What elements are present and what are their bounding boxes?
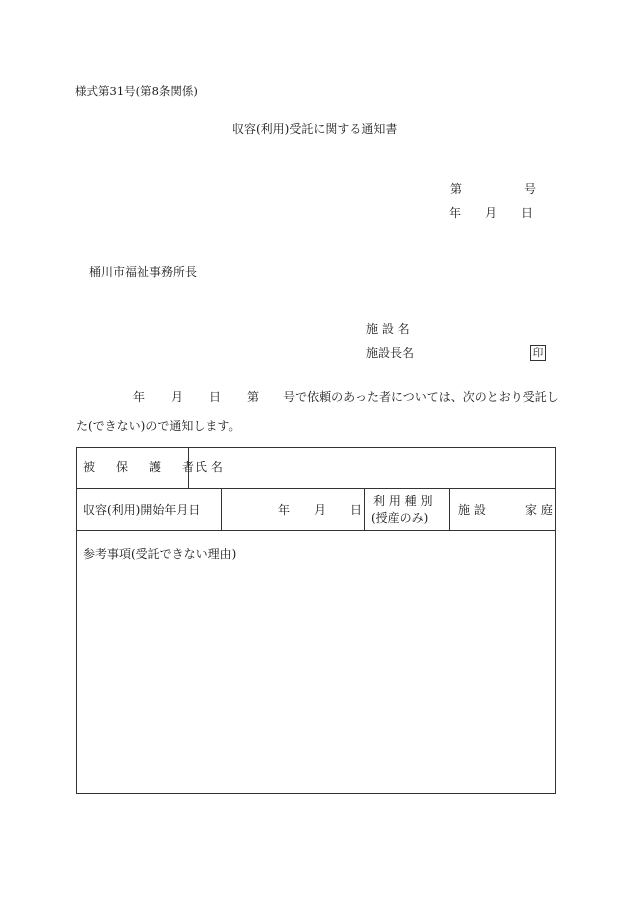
usage-type-note: (授産のみ): [371, 511, 429, 525]
body-day: 日: [209, 390, 222, 404]
guardian-char-1: 被: [83, 460, 96, 474]
start-date-field: [278, 504, 362, 516]
body-text-line-1: [133, 391, 559, 403]
body-month: 月: [171, 390, 184, 404]
document-title: 収容(利用)受託に関する通知書: [232, 122, 398, 136]
document-number-suffix: 号: [524, 182, 537, 196]
body-rest: 号で依頼のあった者については、次のとおり受託し: [283, 390, 559, 404]
body-number-prefix: 第: [247, 390, 260, 404]
guardian-label: [83, 461, 194, 473]
start-date-year: 年: [278, 503, 291, 517]
issue-date-day: 日: [521, 206, 534, 220]
addressee: 桶川市福祉事務所長: [89, 265, 198, 279]
usage-type-home: 家 庭: [525, 503, 553, 517]
guardian-char-2: 保: [116, 460, 129, 474]
table-divider-usage-type: [364, 488, 365, 530]
name-label: 氏 名: [195, 460, 223, 474]
guardian-char-4: 者: [182, 460, 195, 474]
guardian-char-3: 護: [149, 460, 162, 474]
body-text-line-2: た(できない)ので通知します。: [76, 419, 241, 433]
usage-type-label: 利 用 種 別: [373, 494, 433, 508]
facility-name-label: 施 設 名: [366, 322, 410, 336]
facility-head-label: 施設長名: [366, 346, 415, 360]
table-divider-usage-value: [449, 488, 450, 530]
table-divider-row-1: [77, 488, 555, 489]
start-date-month: 月: [314, 503, 327, 517]
start-date-label: 収容(利用)開始年月日: [83, 503, 201, 517]
document-number-prefix: 第: [450, 182, 463, 196]
issue-date-year: 年: [449, 206, 462, 220]
seal-mark: 印: [530, 345, 546, 361]
body-year: 年: [133, 390, 146, 404]
table-divider-row-2: [77, 530, 555, 531]
issue-date-month: 月: [485, 206, 498, 220]
notes-label: 参考事項(受託できない理由): [83, 547, 237, 561]
usage-type-facility: 施 設: [458, 503, 486, 517]
issue-date: [449, 207, 533, 219]
form-number: 様式第31号(第8条関係): [75, 84, 198, 98]
notification-form-table: [76, 447, 556, 794]
start-date-day: 日: [350, 503, 363, 517]
table-divider-start-date: [221, 488, 222, 530]
